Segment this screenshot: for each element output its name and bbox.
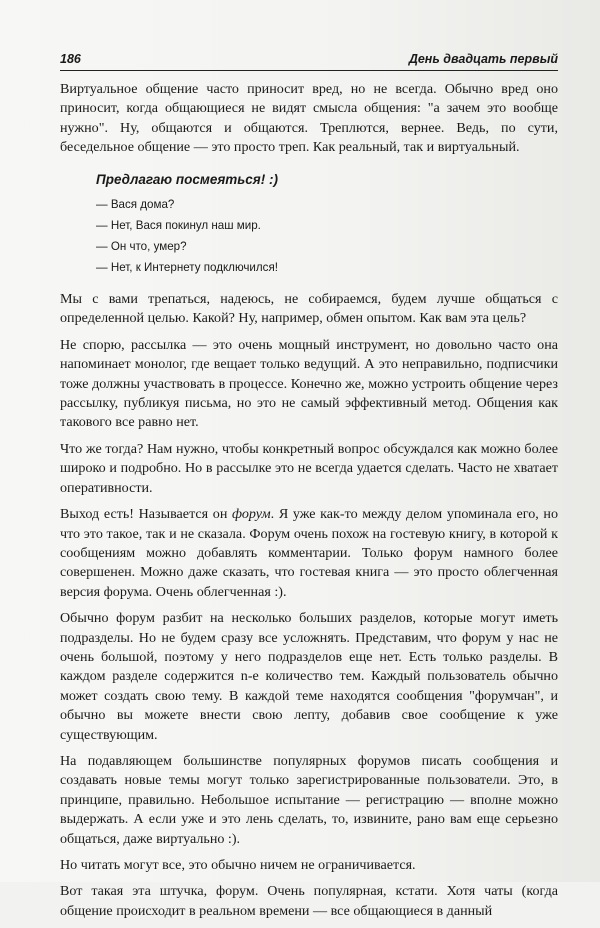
paragraph: Обычно форум разбит на несколько больших разделов, которые могут иметь подразделы. Но не будем сразу все усложнять. Представим, что форум у нас не очень большой, поэтому у него подразделов еще нет. Есть только разделы. В каждом разделе содержится n-е количество тем. Каждый пользователь обычно может создать свою тему. В каждой теме находятся сообщения "форумчан", и обычно вы можете внести свою лепту, добавив свое сообщение к уже существующим. [60,610,558,743]
joke-title: Предлагаю посмеяться! :) [96,171,278,187]
paragraph: На подавляющем большинстве популярных форумов писать сообщения и создавать новые темы могут только зарегистрированные пользователи. Это, в принципе, правильно. Небольшое испытание — регистрацию — вполне можно выдержать. А если уже и это лень сделать, то, извините, рано вам еще серьезно общаться, даже виртуально :). [60,752,558,847]
joke-line: — Нет, Вася покинул наш мир. [96,219,261,233]
paragraph-forum [60,505,558,602]
forum-term: форум [232,506,271,523]
joke-line: — Он что, умер? [96,240,187,254]
paragraph: Что же тогда? Нам нужно, чтобы конкретный вопрос обсуждался как можно более широко и подробно. Но в рассылке это не всегда удается сделать. Часто не хватает оперативности. [60,440,558,496]
joke-block [96,170,558,278]
paragraph: Но читать могут все, это обычно ничем не ограничивается. [60,857,416,873]
body-text [60,80,558,928]
paragraph-intro: Виртуальное общение часто приносит вред, но не всегда. Обычно вред оно приносит, когда общающиеся не видят смысла общения: "а зачем это вообще нужно". Ну, общаются и общаются. Треплются, вернее. Ведь, по сути, беседельное общение — это просто треп. Как реальный, так и виртуальный. [60,81,558,156]
paragraph: Мы с вами трепаться, надеюсь, не собираемся, будем лучше общаться с определенной целью. Какой? Ну, например, обмен опытом. Как вам эта цель? [60,291,558,327]
forum-text-before: Выход есть! Называется он [60,506,233,523]
paragraph: Не спорю, рассылка — это очень мощный инструмент, но довольно часто она напоминает монолог, где вещает только ведущий. А это неправильно, подписчики тоже должны участвовать в процессе. Конечно же, можно устроить общение через рассылку, публикуя письма, но это не самый эффективный метод. Общения как такового все равно нет. [60,336,558,431]
paragraph: Вот такая эта штучка, форум. Очень популярная, кстати. Хотя чаты (когда общение происходит в реальном времени — все общающиеся в данный [60,883,558,919]
forum-text-after: . Я уже как-то между делом упоминала его, но что это такое, так и не сказала. Форум очень похож на гостевую книгу, в которой к сообщениям можно добавлять комментарии. Только форум намного более совершенен. Можно даже сказать, что гостевая книга — это просто облегченная версия форума. Очень облегченная :). [60,506,558,600]
chapter-title: День двадцать первый [408,52,558,66]
joke-line: — Нет, к Интернету подключился! [96,261,278,275]
joke-line: — Вася дома? [96,198,175,212]
running-header [60,50,558,71]
page-number: 186 [60,52,81,66]
